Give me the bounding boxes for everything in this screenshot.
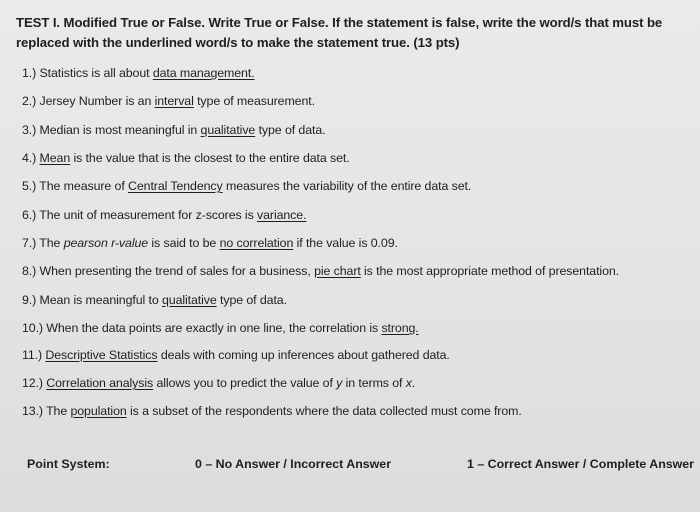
question-4 <box>22 151 350 165</box>
italic-term: pearson r-value <box>63 236 149 250</box>
underlined-word: Mean <box>39 151 71 165</box>
question-number: 5.) <box>22 179 37 193</box>
question-text: When the data points are exactly in one line, the correlation is <box>42 321 382 335</box>
question-5 <box>22 179 471 193</box>
question-7 <box>22 236 398 250</box>
point-system-zero: 0 – No Answer / Incorrect Answer <box>195 457 392 471</box>
question-12 <box>22 376 415 390</box>
question-6 <box>22 208 306 222</box>
question-10 <box>22 321 419 335</box>
underlined-word: variance. <box>257 208 307 222</box>
underlined-word: qualitative <box>161 293 217 307</box>
question-number: 8.) <box>22 264 37 278</box>
question-text: is the value that is the closest to the entire data set. <box>70 151 350 165</box>
underlined-word: data management. <box>152 66 255 80</box>
question-number: 7.) <box>22 236 37 250</box>
question-text: The measure of <box>36 179 129 193</box>
question-number: 10.) <box>22 321 43 335</box>
question-text: is the most appropriate method of presentation. <box>360 264 619 278</box>
underlined-word: population <box>70 404 127 418</box>
test-instructions: TEST I. Modified True or False. Write True or False. If the statement is false, write the word/s that must be replaced with the underlined word/s to make the statement true. (13 pts) <box>16 15 663 50</box>
question-text: is a subset of the respondents where the data collected must come from. <box>126 404 522 418</box>
question-number: 11.) <box>22 348 43 362</box>
underlined-word: pie chart <box>314 264 361 278</box>
question-number: 12.) <box>22 376 43 390</box>
question-text: type of measurement. <box>193 94 315 108</box>
question-number: 6.) <box>22 208 37 222</box>
question-text: allows you to predict the value of <box>153 376 337 390</box>
question-text: Median is most meaningful in <box>36 123 201 137</box>
question-number: 2.) <box>22 94 37 108</box>
question-text: Jersey Number is an <box>36 94 155 108</box>
italic-variable: x <box>405 376 412 390</box>
question-1 <box>22 66 255 80</box>
point-system-label: Point System: <box>27 457 110 471</box>
question-number: 9.) <box>22 293 37 307</box>
question-text: type of data. <box>255 123 326 137</box>
point-system-one: 1 – Correct Answer / Complete Answer <box>467 457 694 471</box>
question-number: 3.) <box>22 123 37 137</box>
question-number: 1.) <box>22 66 37 80</box>
question-text: The unit of measurement for z-scores is <box>36 208 258 222</box>
question-text: in terms of <box>342 376 406 390</box>
question-text: type of data. <box>216 293 287 307</box>
question-8 <box>22 264 619 278</box>
question-text: The <box>42 404 71 418</box>
question-9 <box>22 293 287 307</box>
question-number: 4.) <box>22 151 37 165</box>
question-text: When presenting the trend of sales for a business, <box>36 264 315 278</box>
question-11 <box>22 348 450 362</box>
question-text: deals with coming up inferences about gathered data. <box>157 348 450 362</box>
question-text: measures the variability of the entire data set. <box>222 179 472 193</box>
question-number: 13.) <box>22 404 43 418</box>
question-13 <box>22 404 522 418</box>
question-text: is said to be <box>148 236 220 250</box>
question-text: Statistics is all about <box>36 66 153 80</box>
question-text: Mean is meaningful to <box>36 293 162 307</box>
question-text: The <box>36 236 64 250</box>
underlined-word: no correlation <box>219 236 294 250</box>
question-2 <box>22 94 315 108</box>
question-text: if the value is 0.09. <box>293 236 398 250</box>
italic-variable: y <box>336 376 343 390</box>
underlined-word: interval <box>154 94 194 108</box>
underlined-word: qualitative <box>200 123 256 137</box>
question-text: . <box>411 376 416 390</box>
underlined-word: Descriptive Statistics <box>45 348 158 362</box>
underlined-word: Correlation analysis <box>46 376 154 390</box>
question-3 <box>22 123 325 137</box>
underlined-word: Central Tendency <box>128 179 223 193</box>
underlined-word: strong. <box>381 321 419 335</box>
